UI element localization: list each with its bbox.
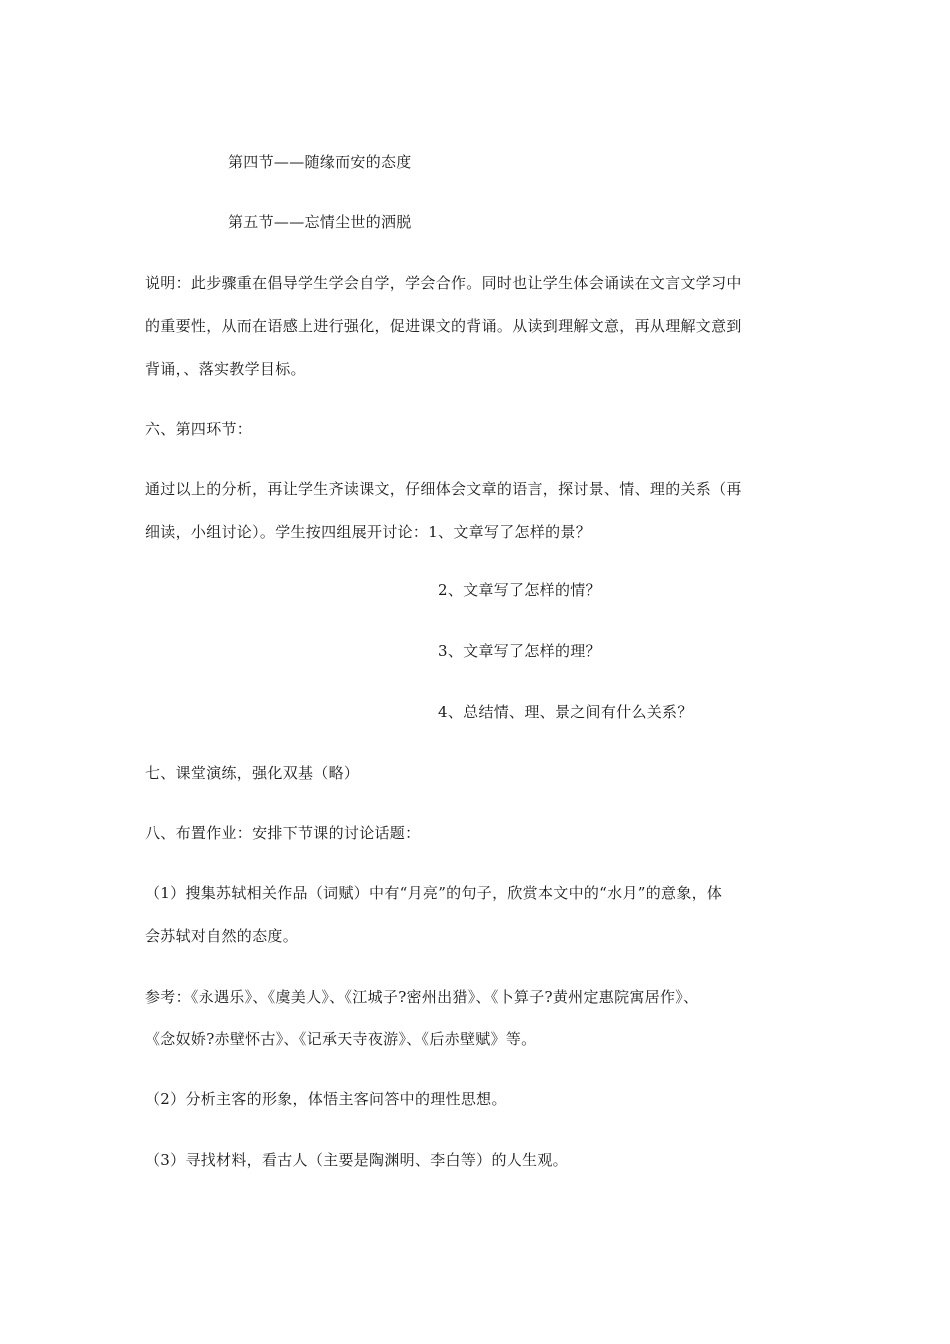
discussion-question-4: 4、总结情、理、景之间有什么关系？ [438,703,693,721]
discussion-question-2: 2、文章写了怎样的情？ [438,581,601,599]
section-four-line: 第四节——随缘而安的态度 [228,153,412,171]
homework-one-line-2: 会苏轼对自然的态度。 [145,927,299,945]
homework-two: （2）分析主客的形象，体悟主客问答中的理性思想。 [145,1090,507,1108]
discussion-question-3: 3、文章写了怎样的理？ [438,642,601,660]
reference-list-line-1: 参考：《永遇乐》、《虞美人》、《江城子?密州出猎》、《卜算子?黄州定惠院寓居作》、 [145,988,699,1006]
note-paragraph-line-2: 的重要性，从而在语感上进行强化，促进课文的背诵。从读到理解文意，再从理解文意到 [145,317,742,335]
note-paragraph-line-1: 说明：此步骤重在倡导学生学会自学，学会合作。同时也让学生体会诵读在文言文学习中 [145,274,742,292]
note-paragraph-line-3: 背诵，、落实教学目标。 [145,360,306,378]
discussion-paragraph-line-1: 通过以上的分析，再让学生齐读课文，仔细体会文章的语言，探讨景、情、理的关系（再 [145,480,742,498]
reference-list-line-2: 《念奴娇?赤壁怀古》、《记承天寺夜游》、《后赤壁赋》等。 [145,1030,537,1048]
heading-step-seven: 七、课堂演练，强化双基（略） [145,764,360,782]
section-five-line: 第五节——忘情尘世的洒脱 [228,213,412,231]
heading-step-six: 六、第四环节： [145,420,253,438]
homework-three: （3）寻找材料，看古人（主要是陶渊明、李白等）的人生观。 [145,1151,568,1169]
discussion-paragraph-line-2: 细读，小组讨论）。学生按四组展开讨论：1、文章写了怎样的景？ [145,523,592,541]
homework-one-line-1: （1）搜集苏轼相关作品（词赋）中有“月亮”的句子，欣赏本文中的“水月”的意象，体 [145,884,723,902]
heading-step-eight: 八、布置作业：安排下节课的讨论话题： [145,824,421,842]
